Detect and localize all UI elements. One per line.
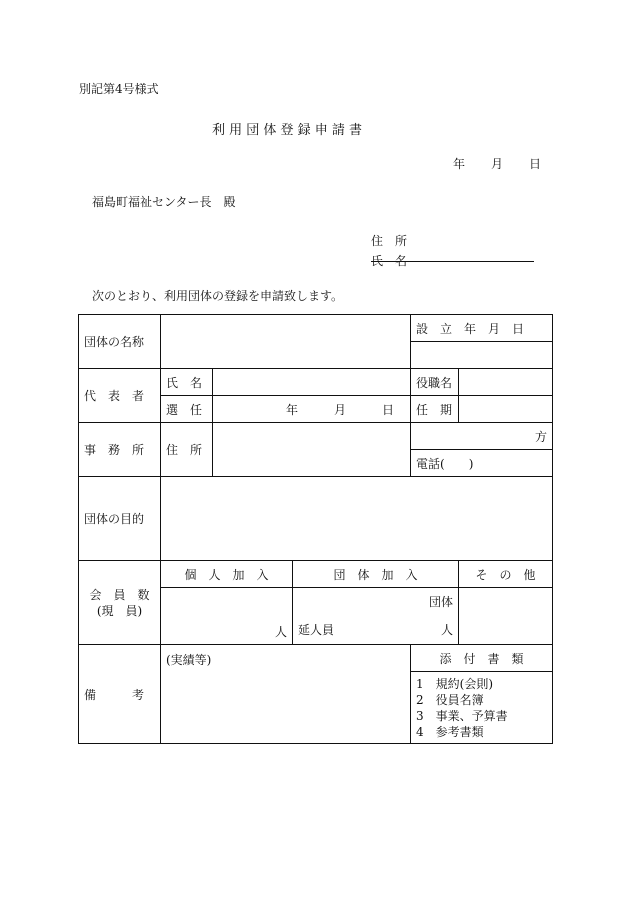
group-name-field[interactable] [161,315,411,369]
group-join-label: 団 体 加 入 [293,561,459,588]
representative-label: 代 表 者 [79,369,161,423]
established-date-field[interactable] [411,342,553,369]
care-of-label: 方 [535,429,548,444]
other-label: そ の 他 [459,561,553,588]
total-members-label: 延人員 [298,623,335,637]
addressee: 福島町福祉センター長 殿 [92,195,236,209]
established-label: 設 立 年 月 日 [411,315,553,342]
month-label: 月 [491,157,504,171]
applicant-name-label: 氏 名 [371,254,408,268]
achievements-label: (実績等) [166,653,212,667]
phone-label: 電話( ) [416,456,474,471]
purpose-field[interactable] [161,477,553,561]
rep-name-field[interactable] [213,369,411,396]
phone-field[interactable] [411,450,553,477]
intro-text: 次のとおり、利用団体の登録を申請致します。 [92,289,344,303]
remarks-label: 備 考 [79,645,161,744]
applicant-block [371,231,407,271]
year-label: 年 [453,157,466,171]
members-label-line2: (現 員) [96,603,143,618]
members-label-line1: 会 員 数 [89,587,150,602]
person-unit: 人 [274,625,287,639]
office-label: 事 務 所 [79,423,161,477]
attachment-item: 3 事業、予算書 [416,708,508,723]
term-field[interactable] [459,396,553,423]
date-line [453,155,541,172]
rep-name-label: 氏 名 [161,369,213,396]
other-count-field[interactable] [459,588,553,645]
group-count-field[interactable] [293,588,459,645]
attachment-item: 2 役員名簿 [416,692,484,707]
care-of-field[interactable] [411,423,553,450]
form-title: 利 用 団 体 登 録 申 請 書 [212,123,363,138]
attachment-item: 1 規約(会則) [416,676,494,691]
total-person-unit: 人 [441,623,454,637]
group-name-label: 団体の名称 [79,315,161,369]
individual-count-field[interactable] [161,588,293,645]
office-address-label: 住 所 [161,423,213,477]
position-field[interactable] [459,369,553,396]
office-address-field[interactable] [213,423,411,477]
position-label: 役職名 [411,369,459,396]
elected-label: 選 任 [161,396,213,423]
elected-date: 年 月 日 [213,396,411,423]
purpose-label: 団体の目的 [79,477,161,561]
form-number: 別記第4号様式 [79,82,159,96]
day-label: 日 [529,157,542,171]
registration-table [78,314,553,744]
remarks-field[interactable] [161,645,411,744]
applicant-name-line [371,261,534,262]
individual-join-label: 個 人 加 入 [161,561,293,588]
attachments-label: 添 付 書 類 [411,645,553,672]
term-label: 任 期 [411,396,459,423]
applicant-address-label: 住 所 [371,234,408,248]
attachment-item: 4 参考書類 [416,724,484,739]
members-label [79,561,161,645]
total-members-row [293,616,458,644]
attachments-list [411,672,553,744]
group-unit: 団体 [429,595,454,609]
